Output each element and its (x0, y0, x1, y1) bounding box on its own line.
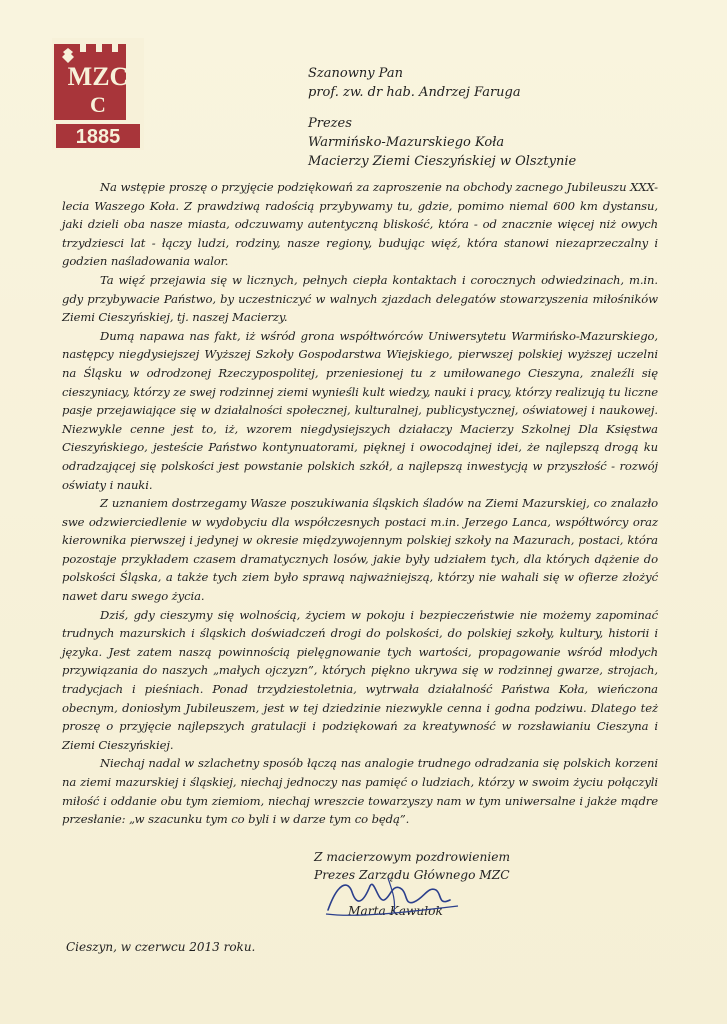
paragraph: Dziś, gdy cieszymy się wolnością, życiem w pokoju i bezpieczeństwie nie możemy zapominać trudnych mazurskich i śląskich doświadczeń drogi do polskości, do polskiej szkoły, kultury, historii i języka. Jest zatem naszą powinnością pielęgnowanie tych wartości, propagowanie wśród młodych przywiązania do naszych „małych ojczyzn”, których piękno ukrywa się w rodzinnej gwarze, strojach, tradycjach i pieśniach. Ponad trzydziestoletnia, wytrwała działalność Państwa Koła, wieńczona obecnym, doniosłym Jubileuszem, jest w tej dziedzinie niezwykle cenna i godna podziwu. Dlatego też proszę o przyjęcie najlepszych gratulacji i podziękowań za kreatywność w rozsławianiu Cieszyna i Ziemi Cieszyńskiej. (62, 607, 658, 752)
paragraph: Niechaj nadal w szlachetny sposób łączą nas analogie trudnego odradzania się polskich korzeni na ziemi mazurskiej i śląskiej, niechaj jednoczy nas pamięć o ludziach, którzy w swoim życiu połączyli miłość i oddanie obu tym ziemiom, niechaj wreszcie towarzyszy nam w tym uniwersalne i jakże mądre przesłanie: „w szacunku tym co byli i w darze tym co będą”. (62, 756, 658, 827)
handwritten-signature (318, 872, 468, 922)
closing-greeting: Z macierzowym pozdrowieniem (314, 850, 511, 864)
recipient-name: prof. zw. dr hab. Andrzej Faruga (308, 85, 521, 100)
paragraph: Ta więź przejawia się w licznych, pełnych ciepła kontaktach i corocznych odwiedzinach, m.in. gdy przybywacie Państwo, by uczestniczyć w walnych zjazdach delegatów stowarzyszenia miłośników Ziemi Cieszyńskiej, tj. naszej Macierzy. (62, 272, 658, 325)
mzc-logo (52, 38, 144, 150)
logo-year: 1885 (75, 126, 121, 148)
recipient-org-line2: Macierzy Ziemi Cieszyńskiej w Olsztynie (308, 154, 577, 169)
logo-letters: MZC (67, 62, 129, 91)
salutation: Szanowny Pan (308, 66, 403, 81)
recipient-role: Prezes (308, 116, 352, 131)
signer-name: Marta Kawulok (348, 904, 443, 918)
paragraph: Dumą napawa nas fakt, iż wśród grona współtwórców Uniwersytetu Warmińsko-Mazurskiego, następcy niegdysiejszej Wyższej Szkoły Gospodarstwa Wiejskiego, pierwszej polskiej wyższej uczelni na Śląsku w odrodzonej Rzeczypospolitej, przeniesionej tu z umiłowanego Cieszyna, znaleźli się cieszyniacy, którzy ze swej rodzinnej ziemi wynieśli kult wiedzy, nauki i pracy, którzy realizują tu liczne pasje przejawiające się w działalności społecznej, kulturalnej, publicystycznej, oświatowej i naukowej. Niezwykle cenne jest to, iż, wzorem niegdysiejszych działaczy Macierzy Szkolnej Dla Księstwa Cieszyńskiego, jesteście Państwo kontynuatorami, pięknej i owocodajnej idei, że najlepszą drogą ku odradzającej się polskości jest powstanie polskich szkół, a najlepszą inwestycją w przyszłość - rozwój oświaty i nauki. (62, 328, 658, 492)
closing-title: Prezes Zarządu Głównego MZC (314, 868, 510, 882)
paragraph: Na wstępie proszę o przyjęcie podziękowań za zaproszenie na obchody zacnego Jubileuszu XXX-lecia Waszego Koła. Z prawdziwą radością przybywamy tu, gdzie, pomimo niemal 600 km dystansu, jaki dzieli oba nasze miasta, odczuwamy autentyczną bliskość, która - od znacznie więcej niż owych trzydziesci lat - łączy ludzi, rodziny, nasze regiony, budując więź, która stanowi niezaprzeczalny i godzien naśladowania walor. (62, 180, 658, 269)
recipient-block (308, 64, 708, 171)
letter-body (62, 178, 658, 829)
recipient-org-line1: Warmińsko-Mazurskiego Koła (308, 135, 505, 150)
paragraph: Z uznaniem dostrzegamy Wasze poszukiwania śląskich śladów na Ziemi Mazurskiej, co znalazło swe odzwierciedlenie w wydobyciu dla współczesnych postaci m.in. Jerzego Lanca, współtwórcy oraz kierownika pierwszej i jedynej w okresie międzywojennym polskiej szkoły na Mazurach, postaci, która pozostaje przykładem czasem dramatycznych losów, jakie były udziałem tych, dla których dążenie do polskości Śląska, a także tych ziem było sprawą najważniejszą, którzy nie wahali się w ofierze złożyć nawet daru swego życia. (62, 496, 658, 604)
svg-text:C: C (90, 92, 106, 117)
place-and-date: Cieszyn, w czerwcu 2013 roku. (66, 940, 256, 954)
